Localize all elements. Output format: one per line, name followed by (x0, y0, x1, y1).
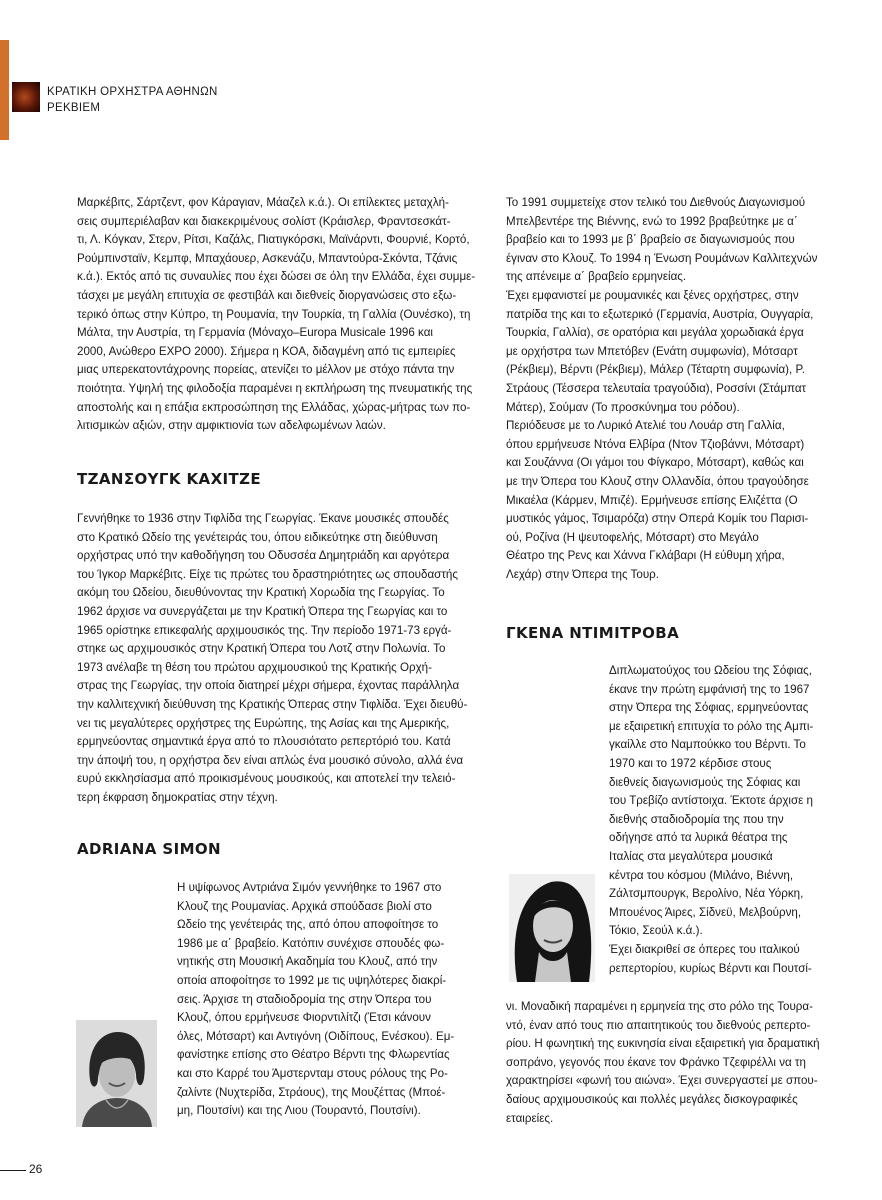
text-line: Κλουζ της Ρουμανίας. Αρχικά σπούδασε βιολί στο (177, 899, 432, 913)
text-line: κέντρα του κόσμου (Μιλάνο, Βιέννη, (609, 868, 794, 882)
text-line: της απένειμε α΄ βραβείο ερμηνείας. (506, 270, 687, 284)
text-line: σεις συμπεριέλαβαν και διακεκριμένους σολίστ (Κράισλερ, Φραντσεσκάτ- (77, 214, 451, 228)
text-line: ποιότητα. Υψηλή της φιλοδοξία παραμένει η εκπλήρωση της πνευματικής της (77, 381, 473, 395)
text-line: Το 1991 συμμετείχε στον τελικό του Διεθνούς Διαγωνισμού (506, 196, 806, 209)
text-line: με ορχήστρα των Μπετόβεν (Ενάτη συμφωνία), Μότσαρτ (506, 344, 798, 358)
text-line: την άποψή του, η ορχήστρα δεν είναι απλώς ένα μουσικό σύνολο, αλλά ένα (77, 753, 464, 767)
text-line: αποστολής και η επάξια εκπροσώπηση της Ελλάδας, χώρας-μήτρας των πο- (77, 400, 471, 414)
text-line: Γεννήθηκε το 1936 στην Τιφλίδα της Γεωργίας. Έκανε μουσικές σπουδές (77, 512, 449, 525)
text-line: την καλλιτεχνική διεύθυνση της Κρατικής Όπερας στην Τιφλίδα. Έχει διευθύ- (77, 697, 468, 711)
text-line: Κλουζ, όπου ερμήνευσε Φιορντιλίτζι (Έτσι κάνουν (177, 1011, 431, 1025)
text-line: εταιρείες. (506, 1111, 554, 1125)
adriana-simon-photo (76, 1020, 157, 1127)
text-line: κ.ά.). Εκτός από τις συναυλίες που έχει δώσει σε όλη την Ελλάδα, έχει συμμε- (77, 270, 476, 284)
intro-text (77, 194, 476, 436)
text-line: 2000, Ανώθερο EXPO 2000). Σήμερα η ΚΟΑ, διδαγμένη από τις εμπειρίες (77, 344, 456, 358)
header-logo-image (12, 82, 40, 112)
dimitrova-heading: ΓΚΕΝΑ ΝΤΙΜΙΤΡΟΒΑ (506, 624, 680, 642)
text-line: και Σουζάννα (Οι γάμοι του Φίγκαρο, Μότσαρτ), καθώς και (506, 456, 804, 470)
text-line: Ιταλίας στα μεγαλύτερα μουσικά (609, 849, 773, 863)
text-line: σεις. Άρχισε τη σταδιοδρομία της στην Όπερα του (177, 992, 432, 1006)
text-line: τι, Λ. Κόγκαν, Στερν, Ρίτσι, Καζάλς, Πιατιγκόρσκι, Μαϊνάρντι, Φουρνιέ, Κορτό, (77, 233, 470, 247)
text-line: τερη έκφραση δημοκρατίας στην τέχνη. (77, 790, 278, 804)
text-line: ρεπερτορίου, κυρίως Βέρντι και Πουτσί- (609, 961, 812, 975)
kakhidze-heading: ΤΖΑΝΣΟΥΓΚ ΚΑΧΙΤΖΕ (77, 470, 262, 488)
text-line: (Ρέκβιεμ), Βέρντι (Ρέκβιεμ), Μάλερ (Τέταρτη συμφωνία), Ρ. (506, 363, 805, 377)
text-line: 1986 με α΄ βραβείο. Κατόπιν συνέχισε σπουδές φω- (177, 936, 445, 950)
text-line: Μικαέλα (Κάρμεν, Μπιζέ). Ερμήνευσε επίσης Ελιζέττα (Ο (506, 493, 798, 507)
text-line: Μάτερ), Σούμαν (Το προσκύνημα του ρόδου). (506, 400, 740, 414)
text-line: ζαλίντε (Νυχτερίδα, Στράους), της Μουζέττας (Μποέ- (177, 1085, 446, 1099)
text-line: Έχει διακριθεί σε όπερες του ιταλικού (609, 942, 800, 956)
simon-bio (177, 879, 455, 1121)
text-line: Στράους (Τέσσερα τελευταία τραγούδια), Ροσσίνι (Στάμπατ (506, 381, 807, 395)
text-line: ακόμη του Ωδείου, διευθύνοντας την Κρατική Χορωδία της Γεωργίας. Το (77, 586, 445, 600)
simon-bio-continued (506, 194, 819, 584)
text-line: ευρύ εκκλησίασμα από προικισμένους μουσικούς, και αποτελεί την τελειό- (77, 772, 456, 786)
text-line: μυστικός γάμος, Τσιμαρόζα) στην Οπερά Κομίκ του Παρισι- (506, 512, 809, 526)
text-line: Περιόδευσε με το Λυρικό Ατελιέ του Λουάρ στη Γαλλία, (506, 419, 785, 433)
text-line: 1970 και το 1972 κέρδισε στους (609, 756, 772, 770)
text-line: έγιναν στο Κλουζ. Το 1994 η Ένωση Ρουμάνων Καλλιτεχνών (506, 251, 818, 265)
simon-heading: ADRIANA SIMON (77, 840, 222, 858)
header-title-line1: ΚΡΑΤΙΚΗ ΟΡΧΗΣΤΡΑ ΑΘΗΝΩΝ (47, 86, 218, 98)
text-line: του Τρεβίζο αντίστοιχα. Έκτοτε άρχισε η (609, 794, 813, 808)
dimitrova-bio (609, 662, 819, 978)
text-line: Λεχάρ) στην Όπερα της Τουρ. (506, 567, 659, 581)
text-line: Τουρκία, Γαλλία), σε ορατόρια και μεγάλα χορωδιακά έργα (506, 326, 804, 340)
header-accent-strip (0, 40, 9, 140)
text-line: Μάλτα, την Αυστρία, τη Γερμανία (Μόναχο–Europa Musicale 1996 και (77, 326, 433, 340)
text-line: με εξαιρετική επιτυχία το ρόλο της Αμπι- (609, 719, 814, 733)
text-line: 1965 ορίστηκε επικεφαλής αρχιμουσικός της. Την περίοδο 1971-73 εργά- (77, 623, 452, 637)
page-number: 26 (29, 1162, 43, 1176)
text-line: στρας της Γεωργίας, την οποία διατηρεί μέχρι σήμερα, έχοντας παράλληλα (77, 679, 460, 693)
portrait-simon-graphic (76, 1020, 157, 1127)
text-line: ρίου. Η φωνητική της ευκινησία είναι εξαιρετική για δραματική (506, 1037, 820, 1051)
text-line: λιτισμικών αξιών, στην αμφικτιονία των αδελφωμένων λαών. (77, 419, 386, 433)
text-line: Τόκιο, Σεούλ κ.ά.). (609, 924, 703, 938)
text-line: Διπλωματούχος του Ωδείου της Σόφιας, (609, 664, 812, 677)
text-line: Θέατρο της Ρενς και Χάννα Γκλάβαρι (Η εύθυμη χήρα, (506, 549, 785, 563)
text-line: δαίους αρχιμουσικούς και πολλές μεγάλες δισκογραφικές (506, 1092, 798, 1106)
text-line: διεθνής σταδιοδρομία της που την (609, 812, 784, 826)
text-line: ερμηνεύοντας σημαντικά έργα από το πλουσιότατο ρεπερτόριό του. Κατά (77, 735, 451, 749)
text-line: στηκε ως αρχιμουσικός στην Κρατική Όπερα του Λοτζ στην Πολωνία. Το (77, 642, 446, 656)
text-line: γκαίλλε στο Ναμπούκκο του Βέρντι. Το (609, 738, 806, 752)
text-line: διεθνείς διαγωνισμούς της Σόφιας και (609, 775, 801, 789)
text-line: Μπουένος Άιρες, Σίδνεϋ, Μελβούρνη, (609, 905, 802, 919)
text-line: 1962 άρχισε να συνεργάζεται με την Κρατική Όπερα της Γεωργίας και το (77, 604, 448, 618)
gena-dimitrova-photo (509, 874, 595, 982)
text-line: ντό, έναν από τους πιο απαιτητικούς του διεθνούς ρεπερτο- (506, 1018, 811, 1032)
text-line: οποία αποφοίτησε το 1992 με τις υψηλότερες διακρί- (177, 973, 447, 987)
text-line: και στο Καρρέ του Άμστερνταμ στους ρόλους της Ρο- (177, 1066, 448, 1080)
text-line: μη, Πουτσίνι) και της Λιου (Τουραντό, Πουτσίνι). (177, 1104, 421, 1118)
page-number-rule (0, 1170, 26, 1171)
text-line: νητικής στη Μουσική Ακαδημία του Κλουζ, από την (177, 955, 438, 969)
text-line: στο Κρατικό Ωδείο της γενέτειράς του, όπου ειδικεύτηκε στη διεύθυνση (77, 530, 438, 544)
header-title (47, 84, 218, 116)
text-line: σοπράνο, γεγονός που έκανε τον Φράνκο Τζεφιρέλλι να τη (506, 1055, 806, 1069)
text-line: χαρακτηρίσει «φωνή του αιώνα». Έχει συνεργαστεί με σπου- (506, 1074, 818, 1088)
text-line: του Ίγκορ Μαρκέβιτς. Είχε τις πρώτες του δραστηριότητες ως σπουδαστής (77, 567, 458, 581)
text-line: όλες, Μότσαρτ) και Αντιγόνη (Οιδίπους, Ενέσκου). Εμ- (177, 1029, 455, 1043)
text-line: στην Όπερα της Σόφιας, ερμηνεύοντας (609, 701, 809, 715)
text-line: Έχει εμφανιστεί με ρουμανικές και ξένες ορχήστρες, στην (506, 288, 799, 302)
text-line: Ζάλτσμπουργκ, Βερολίνο, Νέα Υόρκη, (609, 887, 804, 901)
text-line: Ρούμπινσταϊν, Κεμπφ, Μπαχάουερ, Ασκενάζυ, Μπαντούρα-Σκόντα, Τζάνις (77, 251, 458, 265)
text-line: ού, Ροζίνα (Η ψευτοφελής, Μότσαρτ) στο Μεγάλο (506, 530, 759, 544)
text-line: όπου ερμήνευσε Ντόνα Ελβίρα (Ντον Τζιοβάννι, Μότσαρτ) (506, 437, 805, 451)
dimitrova-bio-continued (506, 998, 819, 1128)
text-line: με την Όπερα του Κλουζ στην Ολλανδία, όπου τραγούδησε (506, 474, 809, 488)
header-title-line2: ΡΕΚΒΙΕΜ (47, 102, 101, 114)
text-line: φανίστηκε επίσης στο Θέατρο Βέρντι της Φλωρεντίας (177, 1048, 450, 1062)
text-line: βραβείο και το 1993 με β΄ βραβείο σε διαγωνισμούς που (506, 233, 795, 247)
text-line: τάσχει με μεγάλη επιτυχία σε φεστιβάλ και διεθνείς διοργανώσεις στο εξω- (77, 288, 457, 302)
text-line: Ωδείο της γενέτειράς της, από όπου αποφοίτησε το (177, 918, 439, 932)
text-line: ορχήστρας υπό την καθοδήγηση του Οδυσσέα Δημητριάδη και αργότερα (77, 549, 450, 563)
text-line: 1973 ανέλαβε τη θέση του πρώτου αρχιμουσικού της Κρατικής Ορχή- (77, 660, 432, 674)
text-line: νι. Μοναδική παραμένει η ερμηνεία της στο ρόλο της Τουρα- (506, 1000, 813, 1013)
portrait-dimitrova-graphic (509, 874, 595, 982)
text-line: τερικό όπως στην Κύπρο, τη Ρουμανία, την Τουρκία, τη Γαλλία (Ουνέσκο), τη (77, 307, 471, 321)
text-line: οδήγησε από τα λυρικά θέατρα της (609, 831, 788, 845)
text-line: Μπελβεντέρε της Βιέννης, ενώ το 1992 βραβεύτηκε με α΄ (506, 214, 798, 228)
text-line: πατρίδα της και το εξωτερικό (Γερμανία, Αυστρία, Ουγγαρία, (506, 307, 814, 321)
text-line: νει τις μεγαλύτερες ορχήστρες της Ευρώπης, της Ασίας και της Αμερικής, (77, 716, 450, 730)
text-line: μιας υπερεκατοντάχρονης πορείας, ατενίζει το μέλλον με στόχο πάντα την (77, 363, 455, 377)
text-line: Η υψίφωνος Αντριάνα Σιμόν γεννήθηκε το 1967 στο (177, 881, 442, 894)
text-line: έκανε την πρώτη εμφάνισή της το 1967 (609, 682, 810, 696)
text-line: Μαρκέβιτς, Σάρτζεντ, φον Κάραγιαν, Μάαζελ κ.ά.). Οι επίλεκτες μεταχλή- (77, 196, 449, 209)
kakhidze-bio (77, 510, 468, 808)
